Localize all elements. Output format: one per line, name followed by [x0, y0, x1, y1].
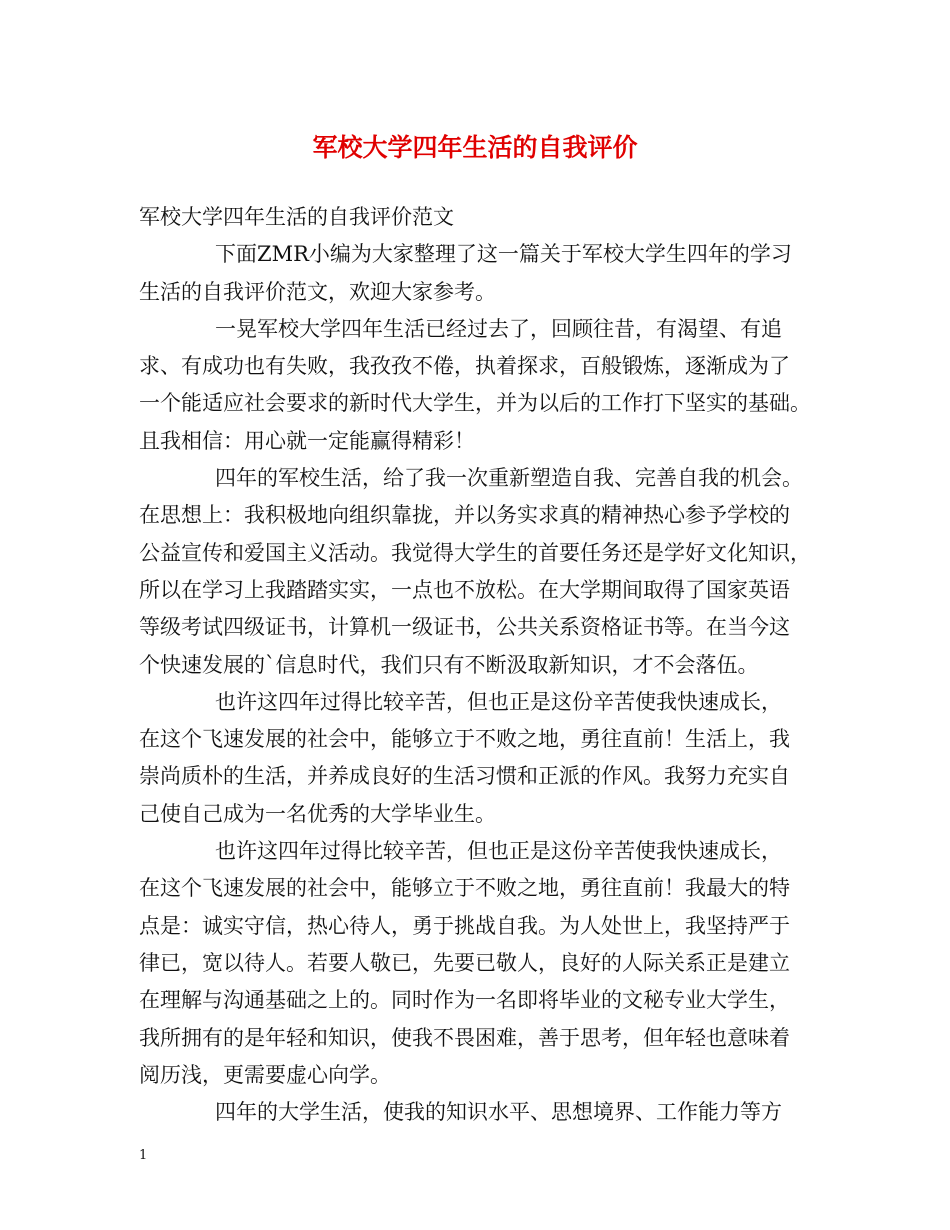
- body-line: 律已，宽以待人。若要人敬已，先要已敬人，良好的人际关系正是建立: [139, 950, 790, 975]
- body-line: 四年的军校生活，给了我一次重新塑造自我、完善自我的机会。: [215, 466, 803, 491]
- body-line: 在思想上：我积极地向组织靠拢，并以务实求真的精神热心参予学校的: [139, 503, 790, 528]
- body-line: 一个能适应社会要求的新时代大学生，并为以后的工作打下坚实的基础。: [139, 391, 811, 416]
- body-line: 求、有成功也有失败，我孜孜不倦，执着探求，百般锻炼，逐渐成为了: [139, 354, 790, 379]
- body-line: 等级考试四级证书，计算机一级证书，公共关系资格证书等。在当今这: [139, 615, 790, 640]
- body-line: 也许这四年过得比较辛苦，但也正是这份辛苦使我快速成长，: [215, 689, 782, 714]
- body-line: 一晃军校大学四年生活已经过去了，回顾往昔，有渴望、有追: [215, 316, 782, 341]
- body-line: 也许这四年过得比较辛苦，但也正是这份辛苦使我快速成长，: [215, 839, 782, 864]
- body-line: 在理解与沟通基础之上的。同时作为一名即将毕业的文秘专业大学生，: [139, 988, 790, 1013]
- body-line: 在这个飞速发展的社会中，能够立于不败之地，勇往直前！生活上，我: [139, 727, 790, 752]
- document-body: [139, 199, 819, 1131]
- body-line: 个快速发展的`信息时代，我们只有不断汲取新知识，才不会落伍。: [139, 652, 759, 677]
- body-line: 且我相信：用心就一定能赢得精彩！: [139, 428, 475, 453]
- body-line: 我所拥有的是年轻和知识，使我不畏困难，善于思考，但年轻也意味着: [139, 1025, 790, 1050]
- body-line-subtitle: 军校大学四年生活的自我评价范文: [139, 205, 454, 229]
- body-line: 点是：诚实守信，热心待人，勇于挑战自我。为人处世上，我坚持严于: [139, 913, 790, 938]
- body-line: 生活的自我评价范文，欢迎大家参考。: [139, 279, 496, 304]
- body-line: 下面ZMR小编为大家整理了这一篇关于军校大学生四年的学习: [215, 242, 792, 267]
- body-line: 崇尚质朴的生活，并养成良好的生活习惯和正派的作风。我努力充实自: [139, 764, 790, 789]
- body-line: 所以在学习上我踏踏实实，一点也不放松。在大学期间取得了国家英语: [139, 577, 790, 602]
- body-line: 在这个飞速发展的社会中，能够立于不败之地，勇往直前！我最大的特: [139, 876, 790, 901]
- document-title: 军校大学四年生活的自我评价: [312, 133, 638, 162]
- page-number: 1: [139, 1148, 148, 1163]
- body-line: 公益宣传和爱国主义活动。我觉得大学生的首要任务还是学好文化知识，: [139, 540, 811, 565]
- body-line: 阅历浅，更需要虚心向学。: [139, 1062, 391, 1087]
- body-line: 己使自己成为一名优秀的大学毕业生。: [139, 801, 496, 826]
- body-line: 四年的大学生活，使我的知识水平、思想境界、工作能力等方: [215, 1100, 782, 1125]
